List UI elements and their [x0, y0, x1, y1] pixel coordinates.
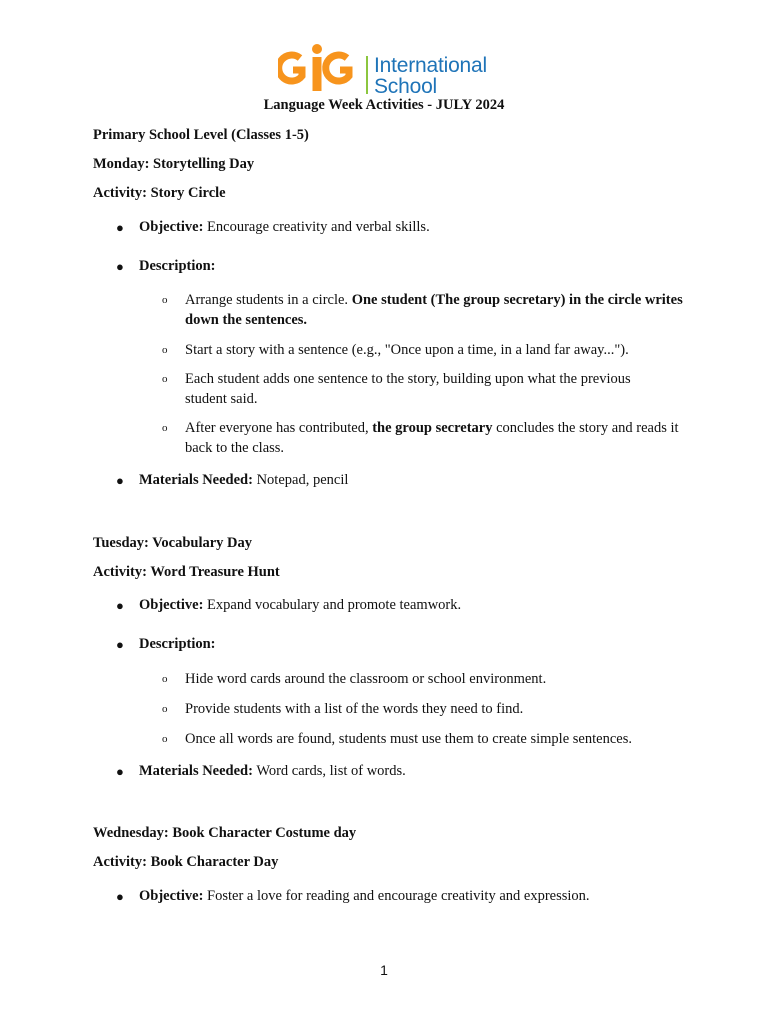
school-logo — [278, 42, 493, 98]
description-label: Description: — [139, 258, 216, 274]
materials-text: Notepad, pencil — [256, 472, 349, 488]
step-bold-text: One student (The group secretary) in the circle writes down the sentences. — [185, 292, 683, 328]
step-text: Arrange students in a circle. — [185, 292, 352, 308]
wednesday-activity-heading: Activity: Book Character Day — [93, 854, 279, 870]
gig-logo-mark — [278, 42, 368, 98]
sub-bullet-icon: o — [162, 294, 168, 306]
step-text: Once all words are found, students must use them to create simple sentences. — [185, 731, 632, 747]
step-text: Start a story with a sentence (e.g., "Once upon a time, in a land far away..."). — [185, 342, 629, 358]
objective-text: Encourage creativity and verbal skills. — [207, 219, 430, 235]
sub-list-item — [0, 669, 768, 689]
list-item — [0, 258, 768, 278]
bullet-icon: ● — [116, 259, 124, 274]
objective-label: Objective: — [139, 888, 204, 904]
step-bold-text: the group secretary — [372, 420, 493, 436]
page-number: 1 — [380, 962, 388, 978]
sub-bullet-icon: o — [162, 673, 168, 685]
sub-bullet-icon: o — [162, 422, 168, 434]
sub-list-item — [0, 699, 768, 719]
bullet-icon: ● — [116, 473, 124, 488]
sub-bullet-icon: o — [162, 373, 168, 385]
tuesday-heading: Tuesday: Vocabulary Day — [93, 535, 253, 551]
step-text: Each student adds one sentence to the story, building upon what the previous student said. — [185, 371, 631, 407]
level-heading: Primary School Level (Classes 1-5) — [93, 127, 309, 143]
list-item — [0, 888, 768, 908]
sub-bullet-icon: o — [162, 344, 168, 356]
sub-bullet-icon: o — [162, 733, 168, 745]
bullet-icon: ● — [116, 598, 124, 613]
materials-label: Materials Needed: — [139, 763, 253, 779]
step-text: concludes the story and reads it back to the class. — [185, 420, 679, 456]
bullet-icon: ● — [116, 764, 124, 779]
sub-list-item — [0, 729, 768, 749]
objective-label: Objective: — [139, 219, 204, 235]
objective-label: Objective: — [139, 597, 204, 613]
wednesday-heading: Wednesday: Book Character Costume day — [93, 825, 357, 841]
list-item — [0, 763, 768, 783]
sub-list-item — [0, 340, 768, 360]
materials-label: Materials Needed: — [139, 472, 253, 488]
document-title: Language Week Activities - JULY 2024 — [263, 97, 505, 113]
objective-text: Expand vocabulary and promote teamwork. — [207, 597, 462, 613]
monday-heading: Monday: Storytelling Day — [93, 156, 255, 172]
list-item — [0, 636, 768, 656]
list-item — [0, 597, 768, 617]
sub-bullet-icon: o — [162, 703, 168, 715]
logo-text-international: International — [374, 54, 487, 77]
monday-activity-heading: Activity: Story Circle — [93, 185, 226, 201]
bullet-icon: ● — [116, 637, 124, 652]
sub-list-item — [0, 418, 768, 460]
sub-list-item — [0, 290, 768, 332]
bullet-icon: ● — [116, 220, 124, 235]
description-label: Description: — [139, 636, 216, 652]
objective-text: Foster a love for reading and encourage creativity and expression. — [207, 888, 590, 904]
step-text: After everyone has contributed, — [185, 420, 373, 436]
step-text: Hide word cards around the classroom or school environment. — [185, 671, 547, 687]
step-text: Provide students with a list of the words they need to find. — [185, 701, 524, 717]
sub-list-item — [0, 369, 768, 411]
tuesday-activity-heading: Activity: Word Treasure Hunt — [93, 564, 280, 580]
bullet-icon: ● — [116, 889, 124, 904]
list-item — [0, 219, 768, 239]
logo-text-school: School — [374, 75, 438, 98]
list-item — [0, 472, 768, 492]
materials-text: Word cards, list of words. — [256, 763, 406, 779]
